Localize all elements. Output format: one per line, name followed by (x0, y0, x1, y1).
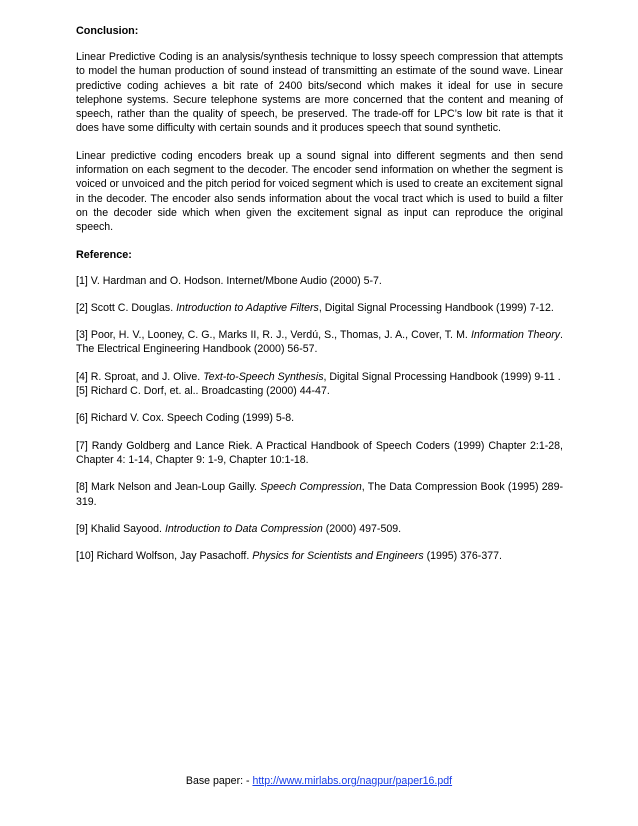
reference-title: Physics for Scientists and Engineers (252, 550, 424, 563)
reference-text: , Digital Signal Processing Handbook (1999) 7-12. (318, 301, 554, 314)
reference-item (76, 301, 563, 315)
reference-item (76, 480, 563, 509)
reference-title: Text-to-Speech Synthesis (203, 370, 324, 383)
reference-text: [8] Mark Nelson and Jean-Loup Gailly. (76, 481, 261, 494)
footer-label: Base paper: - (185, 775, 253, 787)
reference-text: [6] Richard V. Cox. Speech Coding (1999) 5-8. (76, 412, 295, 425)
reference-title: Introduction to Adaptive Filters (176, 301, 319, 314)
reference-item (76, 522, 563, 536)
conclusion-paragraph-1: Linear Predictive Coding is an analysis/synthesis technique to lossy speech compression that attempts to model the human production of sound instead of transmitting an estimate of the sound wave. Linear predictive coding achieves a bit rate of 2400 bits/second which makes it ideal for use in secure telephone systems. Secure telephone systems are more concerned that the content and meaning of speech, rather than the quality of speech, be preserved. The trade-off for LPC’s low bit rate is that it does have some difficulty with certain sounds and it produces speech that sound synthetic. (76, 51, 563, 135)
conclusion-heading: Conclusion: (76, 25, 139, 37)
reference-text: (2000) 497-509. (322, 522, 402, 535)
reference-text: (1995) 376-377. (423, 550, 502, 563)
reference-title: Introduction to Data Compression (164, 522, 323, 535)
reference-title: Speech Compression (260, 481, 362, 494)
conclusion-paragraph-2: Linear predictive coding encoders break up a sound signal into different segments and then send information on each segment to the decoder. The encoder send information on whether the segment is voiced or unvoiced and the pitch period for voiced segment which is used to create an excitement signal in the decoder. The encoder also sends information about the vocal tract which is used to build a filter on the decoder side which when given the excitement signal as input can reproduce the original speech. (76, 149, 564, 234)
reference-item (76, 439, 563, 468)
reference-text: [4] R. Sproat, and J. Olive. (76, 370, 204, 383)
reference-text: [1] V. Hardman and O. Hodson. Internet/Mbone Audio (2000) 5-7. (76, 274, 382, 287)
reference-text: [5] Richard C. Dorf, et. al.. Broadcasting (2000) 44-47. (76, 385, 330, 398)
reference-text: [2] Scott C. Douglas. (76, 301, 177, 314)
reference-item (76, 411, 563, 425)
reference-text: . The Electrical Engineering Handbook (2000) 56-57. (76, 329, 563, 356)
document-page (76, 24, 563, 576)
reference-text: [3] Poor, H. V., Looney, C. G., Marks II, R. J., Verdú, S., Thomas, J. A., Cover, T. M. (76, 329, 471, 342)
reference-item (76, 370, 563, 384)
base-paper-link[interactable]: http://www.mirlabs.org/nagpur/paper16.pdf (252, 775, 453, 787)
reference-title: Information Theory (470, 329, 561, 342)
reference-text: [10] Richard Wolfson, Jay Pasachoff. (76, 550, 253, 563)
reference-text: [9] Khalid Sayood. (76, 522, 165, 535)
reference-item (76, 328, 563, 357)
reference-text: , Digital Signal Processing Handbook (1999) 9-11 . (323, 370, 561, 383)
reference-item (76, 274, 563, 288)
reference-text: [7] Randy Goldberg and Lance Riek. A Practical Handbook of Speech Coders (1999) Chapter 2:1-28, Chapter 4: 1-14, Chapter 9: 1-9, Chapter 10:1-18. (76, 439, 563, 466)
footer (0, 774, 638, 788)
reference-item (76, 384, 563, 398)
reference-heading: Reference: (76, 248, 132, 261)
reference-item (76, 549, 563, 563)
reference-text: , The Data Compression Book (1995) 289-319. (76, 481, 563, 508)
reference-list (76, 274, 563, 564)
